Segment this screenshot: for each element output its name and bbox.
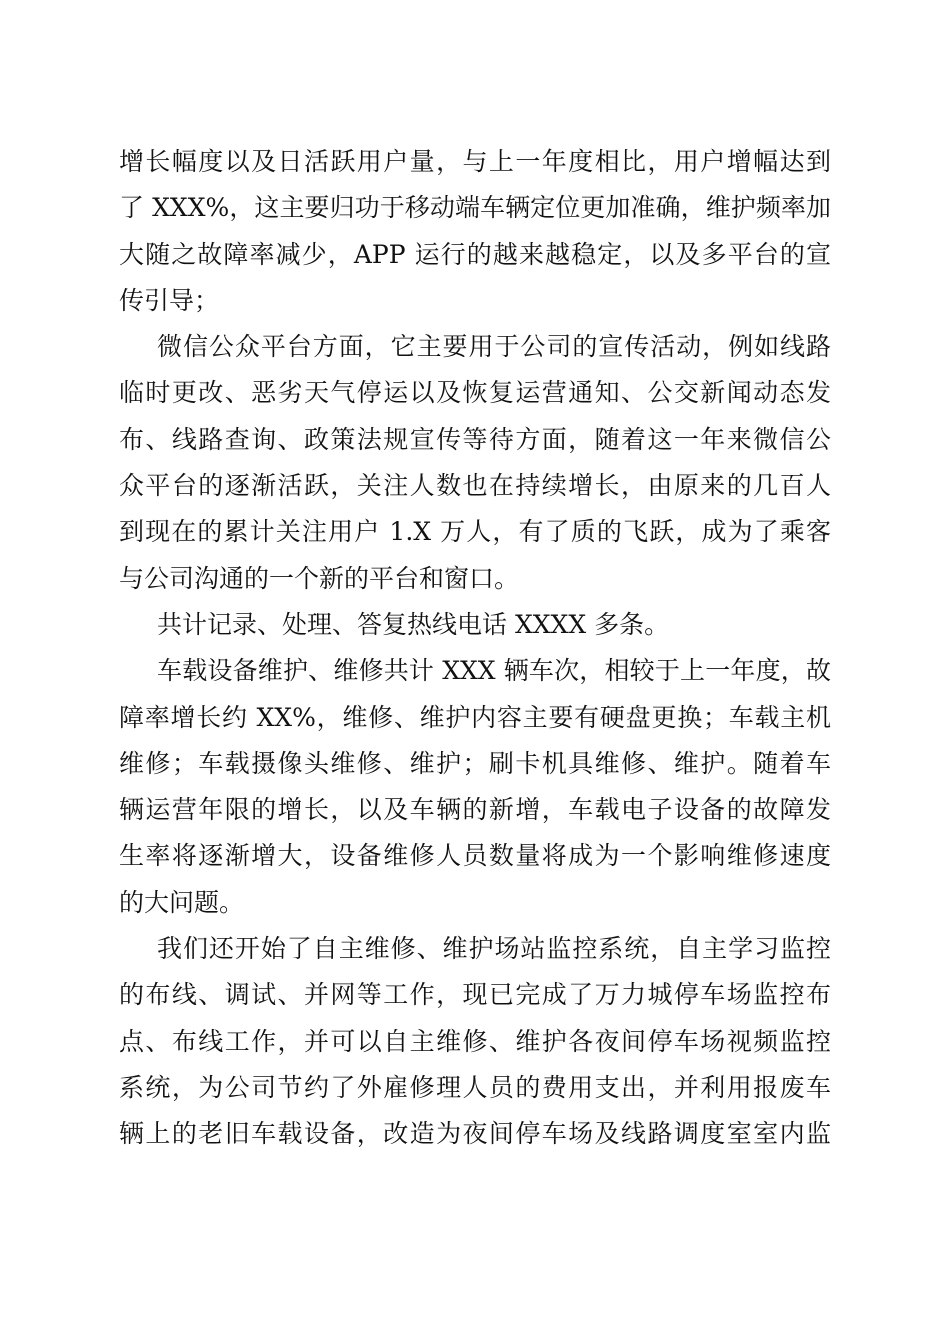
text-line-9: 到现在的累计关注用户 1.X 万人，有了质的飞跃，成为了乘客 xyxy=(119,517,831,547)
text-line-12: 车载设备维护、维修共计 XXX 辆车次，相较于上一年度，故 xyxy=(157,656,831,686)
text-line-4: 传引导； xyxy=(119,285,220,315)
text-line-17: 的大问题。 xyxy=(119,887,245,917)
text-line-18: 我们还开始了自主维修、维护场站监控系统，自主学习监控 xyxy=(157,934,831,964)
text-line-7: 布、线路查询、政策法规宣传等待方面，随着这一年来微信公 xyxy=(119,424,831,454)
text-line-2: 了 XXX%，这主要归功于移动端车辆定位更加准确，维护频率加 xyxy=(119,193,831,223)
text-line-16: 生率将逐渐增大，设备维修人员数量将成为一个影响维修速度 xyxy=(119,841,831,871)
text-line-19: 的布线、调试、并网等工作，现已完成了万力城停车场监控布 xyxy=(119,980,831,1010)
text-line-8: 众平台的逐渐活跃，关注人数也在持续增长，由原来的几百人 xyxy=(119,471,831,501)
text-line-5: 微信公众平台方面，它主要用于公司的宣传活动，例如线路 xyxy=(157,332,831,362)
text-line-10: 与公司沟通的一个新的平台和窗口。 xyxy=(119,563,520,593)
text-line-6: 临时更改、恶劣天气停运以及恢复运营通知、公交新闻动态发 xyxy=(119,378,831,408)
text-line-20: 点、布线工作，并可以自主维修、维护各夜间停车场视频监控 xyxy=(119,1026,831,1056)
text-line-22: 辆上的老旧车载设备，改造为夜间停车场及线路调度室室内监 xyxy=(119,1119,831,1149)
document-body xyxy=(119,139,831,1158)
text-line-15: 辆运营年限的增长，以及车辆的新增，车载电子设备的故障发 xyxy=(119,795,831,825)
text-line-14: 维修；车载摄像头维修、维护；刷卡机具维修、维护。随着车 xyxy=(119,748,831,778)
text-line-11: 共计记录、处理、答复热线电话 XXXX 多条。 xyxy=(157,609,670,639)
text-line-13: 障率增长约 XX%，维修、维护内容主要有硬盘更换；车载主机 xyxy=(119,702,831,732)
text-line-21: 系统，为公司节约了外雇修理人员的费用支出，并利用报废车 xyxy=(119,1072,831,1102)
text-line-3: 大随之故障率减少，APP 运行的越来越稳定，以及多平台的宣 xyxy=(119,239,831,269)
text-line-1: 增长幅度以及日活跃用户量，与上一年度相比，用户增幅达到 xyxy=(119,147,831,176)
